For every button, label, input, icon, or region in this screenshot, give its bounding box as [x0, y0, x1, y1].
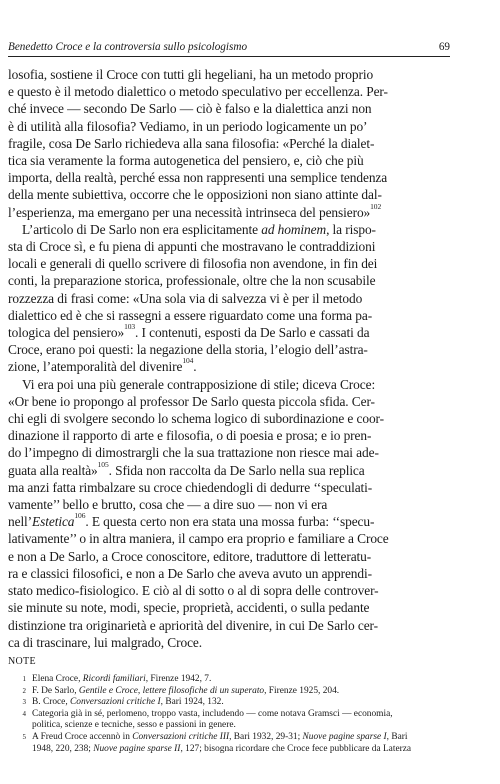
text-run: importa, della realtà, perché essa non rappresenti una semplice tendenza [8, 170, 388, 186]
text-run: «Or bene io propongo al professor De Sarlo questa piccola sfida. Cer- [8, 393, 375, 409]
body-text [8, 66, 450, 651]
text-run: lativamente’’ o in altra maniera, il campo era proprio e familiare a Croce [8, 531, 389, 547]
footnote-number: 1 [22, 675, 26, 683]
text-run: . E questa certo non era stata una mossa furba: ‘‘specu- [85, 514, 375, 530]
footnote-line [8, 709, 450, 721]
text-run: . I contenuti, esposti da De Sarlo e cassati da [135, 325, 370, 341]
text-run: , la rispo- [326, 221, 376, 237]
text-line [8, 324, 450, 341]
text-run: guata alla realtà» [8, 462, 98, 478]
text-line [8, 255, 450, 272]
text-run: e non a De Sarlo, a Croce conoscitore, editore, traduttore di letteratu- [8, 548, 372, 564]
text-line [8, 169, 450, 186]
text-run: stato medico-fisiologico. E ciò al di sotto o al di sopra delle controver- [8, 583, 379, 599]
text-run: l’esperienza, ma emergano per una necessità intrinseca del pensiero» [8, 204, 371, 220]
footnote-ref: 106 [74, 513, 86, 521]
footnotes [8, 674, 450, 755]
text-line [8, 496, 450, 513]
text-line [8, 513, 450, 530]
text-run: , Bari [386, 731, 408, 742]
text-run: distinzione tra originarietà e apriorità del divenire, in cui De Sarlo cer- [8, 617, 378, 633]
text-line [8, 530, 450, 547]
text-run: losofia, sostiene il Croce con tutti gli hegeliani, ha un metodo proprio [8, 67, 374, 82]
text-line [8, 83, 450, 100]
text-run: della mente subiettiva, occorre che le opposizioni non siano attinte dal- [8, 187, 382, 203]
footnote-line [8, 674, 450, 686]
text-line [8, 427, 450, 444]
text-run: Vi era poi una più generale contrapposizione di stile; diceva Croce: [22, 376, 376, 392]
italic-text: ad hominem [261, 221, 327, 237]
italic-text: Nuove pagine sparse I [302, 731, 387, 742]
text-line [8, 617, 450, 634]
text-run: ché invece — secondo De Sarlo — ciò è falso e la dialettica anzi non [8, 101, 372, 117]
text-run: politica, scienze e tecniche, sesso e passioni in genere. [32, 720, 236, 731]
footnote-line [8, 686, 450, 698]
footnote-number: 2 [22, 686, 26, 695]
text-run: è di utilità alla filosofia? Vediamo, in un periodo logicamente un po’ [8, 118, 368, 134]
running-title: Benedetto Croce e la controversia sullo psicologismo [8, 41, 248, 53]
italic-text: Estetica [32, 514, 75, 530]
footnote-ref: 104 [182, 358, 194, 366]
text-run: conti, la preparazione storica, professionale, oltre che la non scusabile [8, 273, 376, 289]
text-run: B. Croce, [32, 697, 71, 708]
footnote-ref: 102 [370, 203, 382, 211]
footnote-number: 5 [22, 732, 26, 741]
text-line [8, 290, 450, 307]
text-line [8, 238, 450, 255]
text-line [8, 548, 450, 565]
text-run: Categoria già in sé, perlomeno, troppo vasta, includendo — come notava Gramsci — economia, [32, 708, 393, 719]
text-run: A Freud Croce accennò in [32, 731, 133, 742]
text-run: sta di Croce sì, e fu piena di appunti che mostravano le contraddizioni [8, 239, 376, 255]
running-header [8, 40, 450, 57]
text-line [8, 462, 450, 479]
text-run: , Bari 1924, 132. [160, 697, 224, 708]
text-run: fragile, cosa De Sarlo richiedeva alla sana filosofia: «Perché la dialet- [8, 135, 375, 151]
text-run: do l’impegno di dimostrargli che la sua trattazione non riesce mai ade- [8, 445, 379, 461]
text-run: vamente’’ bello e brutto, cosa che — a dire suo — non vi era [8, 497, 328, 513]
text-line [8, 393, 450, 410]
text-line [8, 152, 450, 169]
text-run: L’articolo di De Sarlo non era esplicitamente [22, 221, 262, 237]
italic-text: Conversazioni critiche I [70, 697, 161, 708]
page-number: 69 [438, 41, 450, 53]
footnote-line [8, 744, 450, 756]
footnote-number: 3 [22, 698, 26, 707]
text-run: zione, l’atemporalità del divenire [8, 359, 183, 375]
text-line [8, 479, 450, 496]
text-line [8, 66, 450, 83]
text-run: F. De Sarlo, [32, 685, 79, 696]
text-line [8, 341, 450, 358]
text-line [8, 204, 450, 221]
text-line [8, 186, 450, 203]
italic-text: Nuove pagine sparse II [93, 743, 181, 754]
footnote-line [8, 732, 450, 744]
text-run: 1948, 220, 238; [32, 743, 94, 754]
footnote-number: 4 [22, 709, 26, 718]
text-line [8, 272, 450, 289]
text-run: dinazione il rapporto di arte e filosofia, o di poesia e prosa; e io pren- [8, 428, 372, 444]
text-run: , Firenze 1925, 204. [264, 685, 340, 696]
text-run: chi egli di svolgere secondo lo schema logico di subordinazione e coor- [8, 411, 385, 427]
text-run: ma anzi fatta rimbalzare su croce chiedendogli di dedurre ‘‘speculati- [8, 479, 373, 495]
italic-text: Gentile e Croce, lettere filosofiche di un superato [78, 685, 265, 696]
text-line [8, 634, 450, 651]
text-run: nell’ [8, 514, 33, 530]
text-run: Elena Croce, [32, 674, 83, 684]
text-line [8, 100, 450, 117]
text-run: . Sfida non raccolta da De Sarlo nella sua replica [108, 462, 365, 478]
text-line [8, 582, 450, 599]
text-run: rozzezza di frasi come: «Una sola via di salvezza vi è per il metodo [8, 290, 363, 306]
text-line [8, 599, 450, 616]
text-run: sie minute su note, modi, specie, proprietà, accidenti, o sulla pedante [8, 600, 370, 616]
text-line [8, 307, 450, 324]
text-line [8, 118, 450, 135]
text-run: , Bari 1932, 29-31; [229, 731, 303, 742]
text-line [8, 444, 450, 461]
text-run: . [193, 359, 197, 375]
footnote-line [8, 720, 450, 732]
text-run: locali e generali di quello scrivere di filosofia non avendone, in fin dei [8, 256, 378, 272]
text-line [8, 135, 450, 152]
italic-text: Conversazioni critiche III [132, 731, 230, 742]
text-run: , 127; bisogna ricordare che Croce fece pubblicare da Laterza [180, 743, 412, 754]
text-line [8, 565, 450, 582]
text-run: , Firenze 1942, 7. [145, 674, 212, 684]
footnote-ref: 103 [124, 324, 136, 332]
notes-heading: NOTE [8, 656, 36, 667]
text-run: ca di trascinare, lui malgrado, Croce. [8, 634, 202, 650]
italic-text: Ricordi familiari [82, 674, 146, 684]
text-run: tica sia veramente la forma autogenetica del pensiero, e, ciò che più [8, 153, 364, 169]
text-line [8, 221, 450, 238]
text-line [8, 376, 450, 393]
text-line [8, 410, 450, 427]
footnote-ref: 105 [97, 461, 109, 469]
text-run: tologica del pensiero» [8, 325, 125, 341]
text-line [8, 358, 450, 375]
text-run: dialettico ed è che si rassegni a essere riguardato come una forma pa- [8, 307, 373, 323]
footnote-line [8, 697, 450, 709]
text-run: e questo è il metodo dialettico o metodo speculativo per eccellenza. Per- [8, 84, 388, 100]
text-run: Croce, erano poi questi: la negazione della storia, l’elogio dell’astra- [8, 342, 368, 358]
text-run: ra e classici filosofici, e non a De Sarlo che aveva avuto un apprendi- [8, 565, 372, 581]
